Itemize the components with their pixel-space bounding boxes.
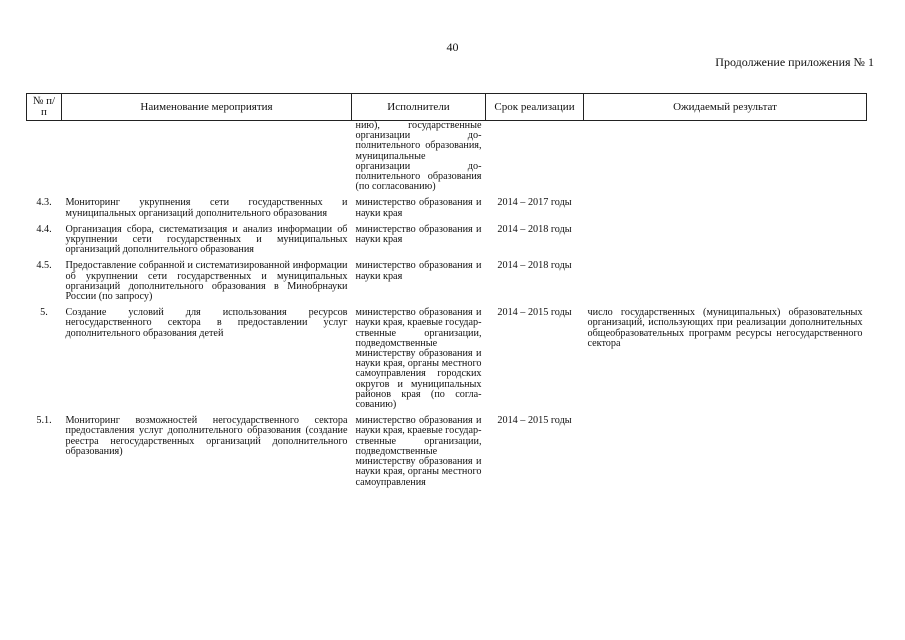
row-num: 4.4. xyxy=(36,223,52,235)
row-num: 5. xyxy=(40,307,48,319)
row-term: 2014 – 2015 годы xyxy=(497,307,572,319)
activities-table xyxy=(26,93,867,494)
table-row xyxy=(27,225,867,262)
row-num xyxy=(27,121,62,199)
table-row xyxy=(27,416,867,493)
row-executors: нию), государственные организации дополнительного образования, муниципальные организации дополнительного образования (по согласованию) xyxy=(355,120,482,193)
table-row xyxy=(27,261,867,308)
header-name: Наименование мероприятия xyxy=(62,94,352,121)
row-executors: министерство образования и науки края xyxy=(355,223,482,246)
header-num: № п/п xyxy=(27,94,62,121)
table-row xyxy=(27,121,867,199)
row-term: 2014 – 2018 годы xyxy=(497,260,572,272)
table-row xyxy=(27,308,867,416)
row-result: число государственных (муниципальных) образовательных организаций, использующих при реализации дополнительных общеобразовательных программ ресурсы негосударственного сектора xyxy=(587,307,863,349)
row-num: 4.5. xyxy=(36,260,52,272)
row-result xyxy=(584,261,867,308)
table-row xyxy=(27,198,867,224)
row-term: 2014 – 2015 годы xyxy=(497,415,572,427)
row-term: 2014 – 2017 годы xyxy=(497,197,572,209)
header-result: Ожидаемый результат xyxy=(584,94,867,121)
row-result xyxy=(584,198,867,224)
row-executors: министерство образования и науки края xyxy=(355,197,482,219)
row-result xyxy=(584,225,867,262)
row-result xyxy=(584,416,867,493)
header-executors: Исполнители xyxy=(352,94,486,121)
row-activity-name: Организация сбора, систематизация и анализ информации об укрупнении сети государственных и муниципальных организаций дополнительного образования xyxy=(65,223,348,256)
row-activity-name: Мониторинг возможностей негосударственного сектора предоставления услуг дополнительного образования (создание реестра негосударственных организаций дополнительного образования) xyxy=(65,415,348,457)
table-header-row xyxy=(27,94,867,121)
row-executors: министерство образования и науки края xyxy=(355,260,482,282)
row-activity-name: Создание условий для использования ресурсов негосударственного сектора в предоставлении услуг дополнительного образования детей xyxy=(65,307,348,339)
row-activity-name xyxy=(62,121,352,199)
row-term: 2014 – 2018 годы xyxy=(497,223,572,235)
row-activity-name: Предоставление собранной и систематизированной информации об укрупнении сети государственных и муниципальных организаций дополнительного образования в Минобрнауки России (по запросу) xyxy=(65,260,348,303)
appendix-continuation-label: Продолжение приложения № 1 xyxy=(715,55,874,69)
row-executors: министерство образования и науки края, краевые государственные организации, подведомственные министерству образования и науки края, органы местного самоуправления xyxy=(355,415,482,488)
row-result xyxy=(584,121,867,199)
row-executors: министерство образования и науки края, краевые государственные организации, подведомственные министерству образования и науки края, органы местного самоуправления городских округов и муниципальных районов края (по согласованию) xyxy=(355,307,482,411)
page-number: 40 xyxy=(446,40,459,54)
row-activity-name: Мониторинг укрупнения сети государственных и муниципальных организаций дополнительного образования xyxy=(65,197,348,219)
row-num: 4.3. xyxy=(36,197,52,209)
row-term xyxy=(486,121,584,199)
header-term: Срок реализации xyxy=(486,94,584,121)
row-num: 5.1. xyxy=(36,415,52,427)
